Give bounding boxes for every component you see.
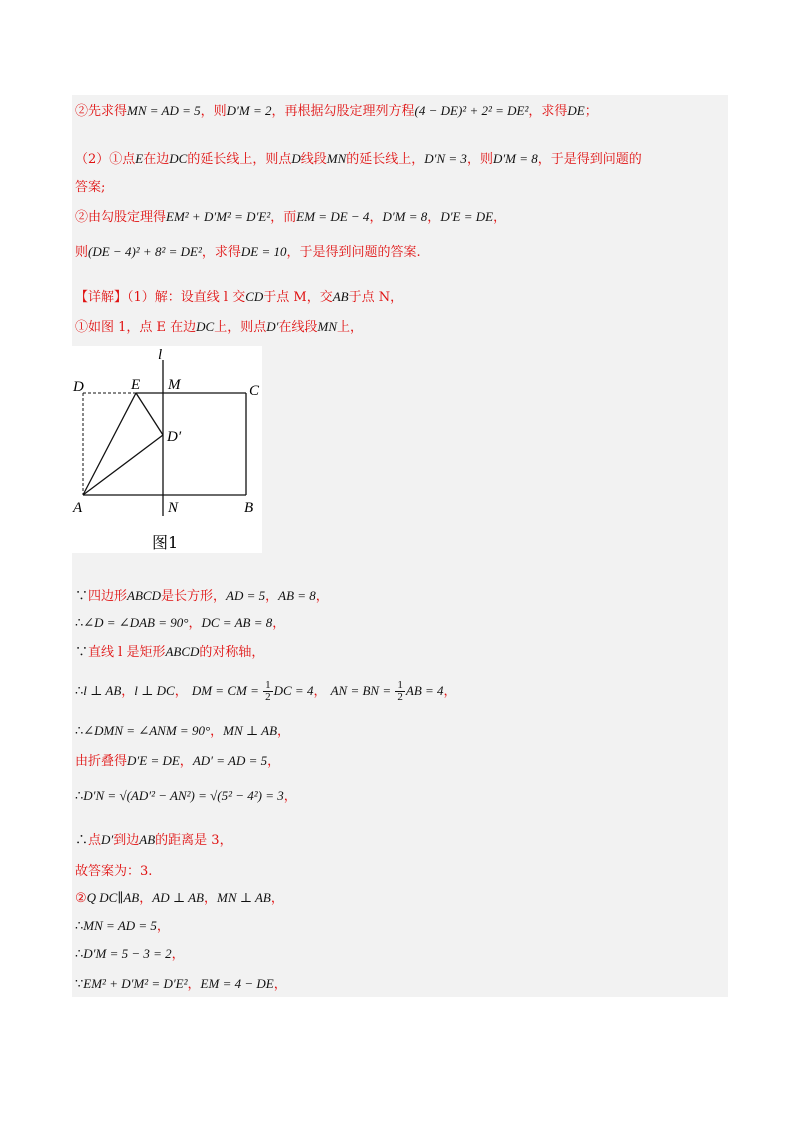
step-line-4: ∴l ⊥ AB，l ⊥ DC， DM = CM = $\frac{1}{2}$ DC = 4， AN = BN = $\frac{1}{2}$ AB = 4， [75, 679, 457, 703]
step-line-12: ∴D′M = 5 − 3 = 2， [75, 946, 185, 962]
step-line-6: 由折叠得D′E = DE，AD′ = AD = 5， [75, 753, 281, 769]
hint-line-1: ②先求得MN = AD = 5，则D′M = 2，再根据勾股定理列方程(4 − DE)² + 2² = DE²，求得DE； [75, 103, 598, 119]
step-line-9: 故答案为：3. [75, 864, 153, 879]
fraction-one-half: $\frac{1}{2}$ [265, 679, 271, 703]
fraction-one-half: $\frac{1}{2}$ [397, 679, 403, 703]
hint-line-2: （2）①点E在边DC的延长线上，则点D线段MN的延长线上，D′N = 3，则D′M = 8，于是得到问题的 [75, 151, 642, 167]
step-line-10: ②Q DC∥AB，AD ⊥ AB，MN ⊥ AB， [75, 890, 284, 906]
step-line-3: ∵直线 l 是矩形ABCD的对称轴， [75, 644, 265, 660]
step-line-1: ∵四边形ABCD是长方形，AD = 5，AB = 8， [75, 588, 329, 604]
step-line-5: ∴∠DMN = ∠ANM = 90°，MN ⊥ AB， [75, 723, 291, 739]
label-b: B [244, 500, 254, 516]
figure-1-diagram [72, 346, 262, 553]
case-1-line: ①如图 1，点 E 在边DC上，则点D′在线段MN上， [75, 319, 364, 335]
label-d: D [73, 379, 84, 395]
segment-ed-prime [136, 393, 163, 435]
figure-caption: 图1 [152, 533, 179, 552]
figure-1 [72, 346, 262, 553]
step-line-13: ∵EM² + D′M² = D′E²，EM = 4 − DE， [75, 976, 287, 992]
hint-line-3: 答案; [75, 180, 106, 195]
label-l: l [158, 347, 163, 363]
label-c: C [249, 383, 260, 399]
label-n: N [168, 500, 179, 516]
step-line-7: ∴D′N = √(AD′² − AN²) = √(5² − 4²) = 3， [75, 788, 297, 804]
label-d-prime: D′ [167, 429, 182, 445]
label-m: M [168, 377, 181, 393]
step-line-8: ∴点D′到边AB的距离是 3， [75, 832, 233, 848]
label-e: E [131, 377, 141, 393]
hint-line-4: ②由勾股定理得EM² + D′M² = D′E²，而EM = DE − 4，D′M = 8，D′E = DE， [75, 209, 507, 225]
segment-ad-prime [83, 435, 163, 495]
label-a: A [73, 500, 83, 516]
hint-line-5: 则(DE − 4)² + 8² = DE²，求得DE = 10，于是得到问题的答案. [75, 244, 421, 260]
step-line-2: ∴∠D = ∠DAB = 90°，DC = AB = 8， [75, 615, 286, 631]
step-line-11: ∴MN = AD = 5， [75, 918, 170, 934]
segment-ae [83, 393, 136, 495]
detail-heading: 【详解】（1）解：设直线 l 交CD于点 M，交AB于点 N， [75, 289, 404, 305]
